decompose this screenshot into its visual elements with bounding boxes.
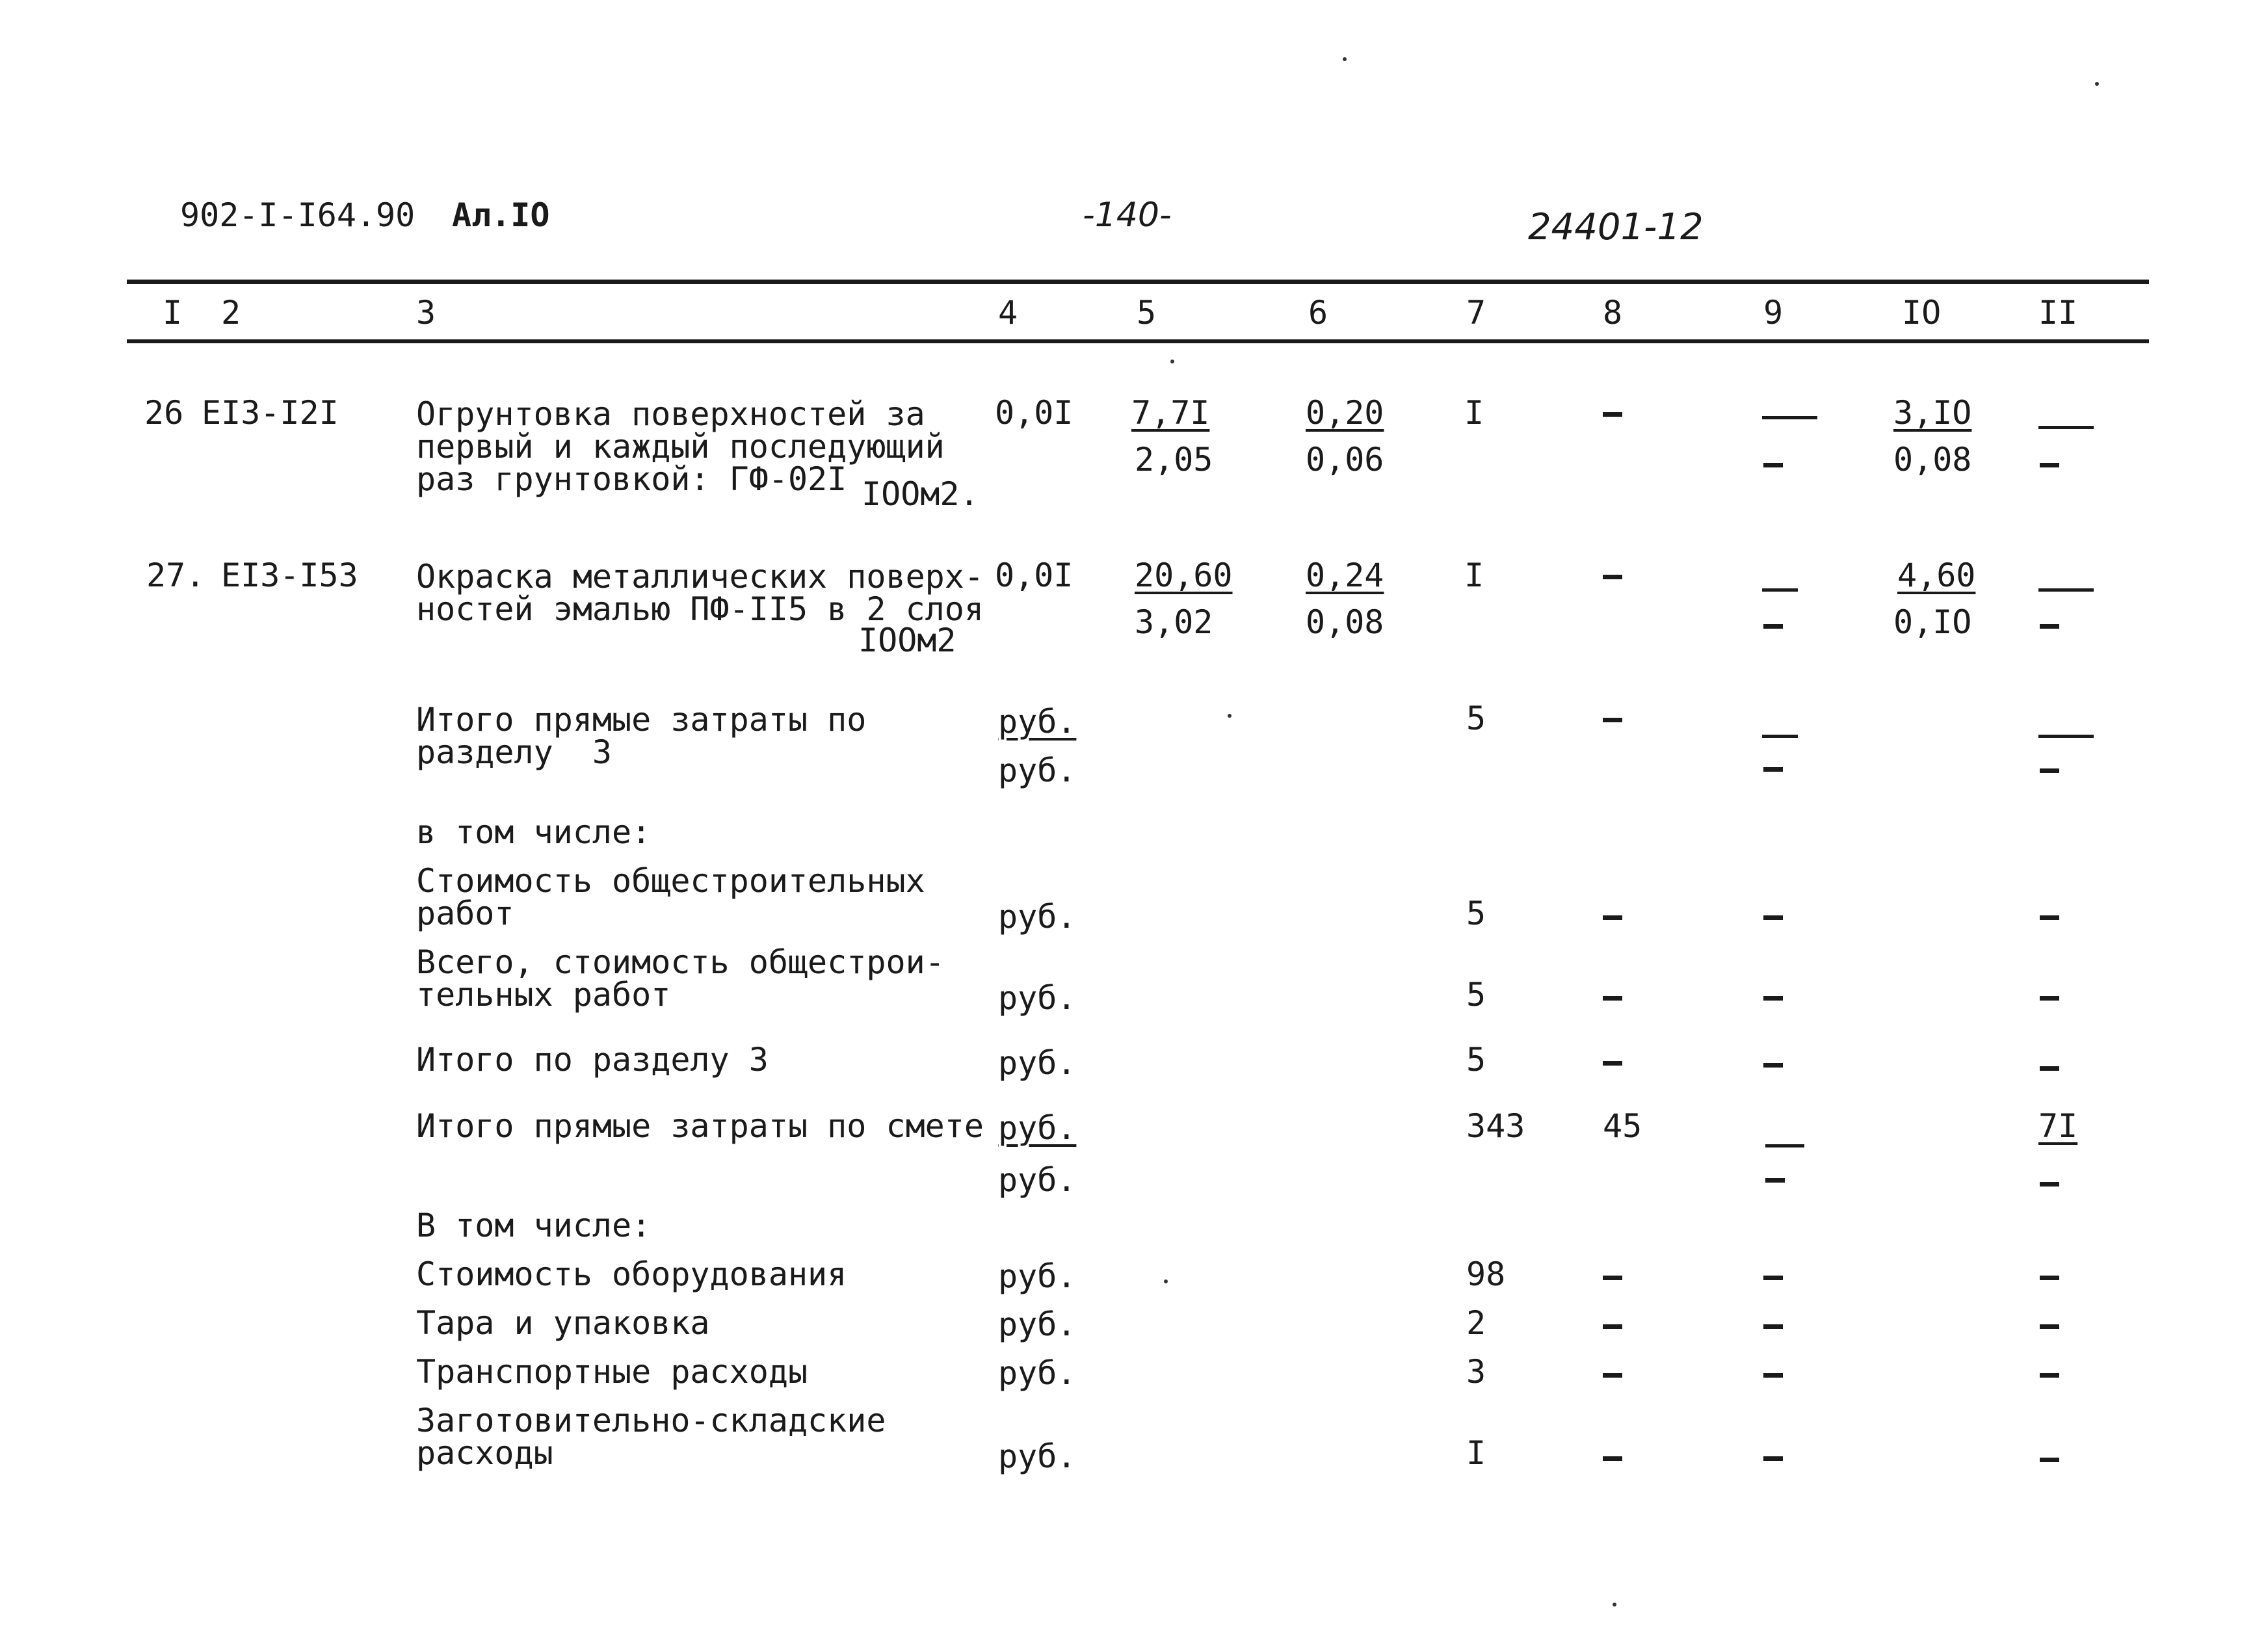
row-27-col11-dash-bottom [2040,624,2059,629]
row-27-col6-top: 0,24 [1306,557,1384,594]
row-27-col9-dash-bottom [1763,624,1783,629]
row-27-col10-top: 4,60 [1897,557,1976,594]
row-26-desc-line1: Огрунтовка поверхностей за [416,395,925,433]
row-26-col9-dash-bottom [1763,463,1783,467]
col-header-9: 9 [1763,294,1784,332]
table-header-bottom-rule [127,339,2149,343]
col-header-1: I [163,294,183,332]
equipment-col7: 98 [1466,1255,1506,1293]
estimate-direct-col11-dash-bottom [2040,1182,2059,1187]
scan-speck [1170,360,1174,363]
scan-speck [1613,1603,1616,1606]
estimate-direct-col9-dash-bottom [1765,1178,1785,1183]
col-header-5: 5 [1137,294,1157,332]
scan-speck [1228,714,1232,718]
row-26-col5-top: 7,7I [1131,394,1210,432]
packaging-unit: руб. [998,1305,1077,1343]
col-header-10: IO [1902,294,1942,332]
including-label-1: в том числе: [416,813,652,851]
total-general-unit: руб. [998,979,1077,1017]
total-general-col7: 5 [1466,976,1486,1014]
row-26-col11-dash-bottom [2040,463,2059,467]
row-27-col10-bottom: 0,IO [1893,603,1972,641]
section-direct-col9-dash-top [1762,735,1798,738]
equipment-label: Стоимость оборудования [416,1255,847,1293]
page-number: -140- [1083,196,1172,235]
reference-number: 24401-12 [1528,206,1704,248]
estimate-direct-col8: 45 [1603,1107,1642,1145]
equipment-unit: руб. [998,1257,1077,1295]
total-general-col9-dash [1763,996,1783,1001]
col-header-7: 7 [1466,294,1486,332]
warehouse-label-line1: Заготовительно-складские [416,1402,886,1439]
section-direct-unit-bottom: руб. [998,752,1077,789]
packaging-col9-dash [1763,1324,1783,1329]
col-header-3: 3 [416,294,436,332]
general-construction-col7: 5 [1466,895,1486,932]
row-26-col5-bottom: 2,05 [1135,441,1213,479]
estimate-direct-unit-bottom: руб. [998,1161,1077,1199]
estimate-direct-col9-dash-top [1765,1144,1804,1147]
row-27-code: EI3-I53 [221,557,358,594]
section-direct-col11-dash-top [2038,735,2094,738]
section-direct-label-line2: разделу 3 [416,733,613,771]
row-27-number: 27. [146,557,205,594]
transport-col7: 3 [1466,1353,1486,1391]
packaging-col8-dash [1603,1324,1622,1329]
section-total-col9-dash [1763,1063,1783,1068]
warehouse-col9-dash [1763,1456,1783,1461]
estimate-direct-col7: 343 [1466,1107,1525,1145]
warehouse-label-line2: расходы [416,1434,553,1472]
row-27-col5-bottom: 3,02 [1135,603,1213,641]
col-header-11: II [2038,294,2078,332]
general-construction-col8-dash [1603,915,1622,920]
section-direct-col9-dash-bottom [1763,767,1783,772]
section-total-col8-dash [1603,1061,1622,1066]
estimate-direct-unit-top: руб. [998,1109,1077,1147]
general-construction-unit: руб. [998,898,1077,936]
including-label-2: В том числе: [416,1207,652,1244]
equipment-col11-dash [2040,1276,2059,1280]
total-general-label-line2: тельных работ [416,976,671,1014]
row-27-col7: I [1464,557,1484,594]
section-direct-col8-dash [1603,718,1622,722]
col-header-6: 6 [1308,294,1328,332]
row-27-col8-dash [1603,575,1622,579]
row-26-col10-bottom: 0,08 [1893,441,1972,479]
transport-unit: руб. [998,1354,1077,1392]
row-27-col6-bottom: 0,08 [1306,603,1384,641]
scan-speck [1343,57,1347,61]
scan-speck [2095,82,2099,86]
row-26-col6-bottom: 0,06 [1306,441,1384,479]
row-26-col11-dash-top [2038,426,2094,429]
equipment-col8-dash [1603,1276,1622,1280]
total-general-label-line1: Всего, стоимость общестрои- [416,943,945,981]
warehouse-col11-dash [2040,1458,2059,1462]
col-header-2: 2 [221,294,241,332]
general-construction-label-line2: работ [416,895,514,932]
transport-col9-dash [1763,1373,1783,1378]
section-total-unit: руб. [998,1044,1077,1082]
section-total-label: Итого по разделу 3 [416,1041,769,1079]
row-26-col8-dash [1603,412,1622,417]
table-top-rule [127,280,2149,284]
row-26-desc-line3: раз грунтовкой: ГФ-02I [416,460,847,498]
document-code: 902-I-I64.90 [180,196,415,234]
total-general-col8-dash [1603,996,1622,1001]
section-total-col7: 5 [1466,1041,1486,1079]
row-27-col5-top: 20,60 [1135,557,1233,594]
row-27-desc-line1: Окраска металлических поверх- [416,558,984,596]
warehouse-col8-dash [1603,1456,1622,1461]
row-26-col7: I [1464,394,1484,432]
section-direct-label-line1: Итого прямые затраты по [416,701,867,739]
row-26-col9-dash-top [1762,416,1817,419]
row-26-unit: IOOм2. [862,475,979,513]
warehouse-col7: I [1466,1434,1486,1472]
row-26-col4: 0,0I [995,394,1074,432]
col-header-4: 4 [998,294,1018,332]
general-construction-col9-dash [1763,915,1783,920]
row-26-code: EI3-I2I [202,394,339,432]
packaging-col7: 2 [1466,1304,1486,1342]
general-construction-col11-dash [2040,915,2059,920]
packaging-col11-dash [2040,1324,2059,1329]
row-26-number: 26 [144,394,184,432]
row-26-col6-top: 0,20 [1306,394,1384,432]
transport-col8-dash [1603,1373,1622,1378]
row-26-col10-top: 3,IO [1893,394,1972,432]
section-total-col11-dash [2040,1066,2059,1071]
row-26-desc-line2: первый и каждый последующий [416,428,945,465]
row-27-unit: IOOм2 [858,622,956,659]
transport-col11-dash [2040,1373,2059,1378]
warehouse-unit: руб. [998,1437,1077,1475]
estimate-direct-label: Итого прямые затраты по смете [416,1107,984,1145]
row-27-col11-dash-top [2038,588,2094,592]
total-general-col11-dash [2040,996,2059,1001]
transport-label: Транспортные расходы [416,1353,808,1391]
section-direct-col11-dash-bottom [2040,768,2059,773]
estimate-direct-col11: 7I [2038,1107,2078,1145]
packaging-label: Тара и упаковка [416,1304,710,1342]
row-27-col9-dash-top [1762,588,1798,592]
row-27-col4: 0,0I [995,557,1074,594]
sheet-label: Ал.IO [452,196,550,234]
scan-speck [1164,1279,1168,1283]
section-direct-col7: 5 [1466,700,1486,737]
equipment-col9-dash [1763,1276,1783,1280]
section-direct-unit-top: руб. [998,703,1077,741]
col-header-8: 8 [1603,294,1623,332]
general-construction-label-line1: Стоимость общестроительных [416,862,925,900]
row-27-desc-line2: ностей эмалью ПФ-II5 в 2 слоя [416,590,984,628]
